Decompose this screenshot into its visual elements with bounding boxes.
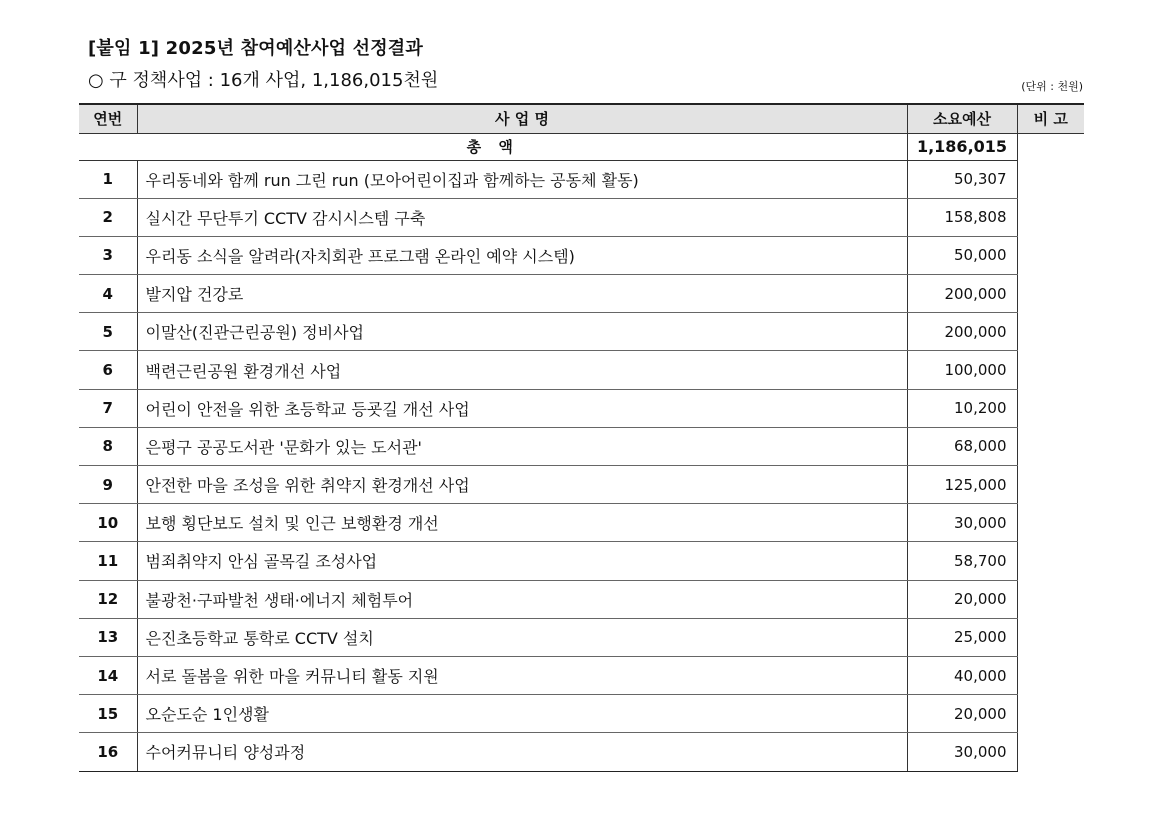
row-number: 1 bbox=[79, 160, 137, 198]
row-budget: 25,000 bbox=[907, 618, 1017, 656]
row-number: 4 bbox=[79, 275, 137, 313]
row-number: 12 bbox=[79, 580, 137, 618]
total-value: 1,186,015 bbox=[907, 133, 1017, 160]
row-number: 16 bbox=[79, 733, 137, 771]
row-budget: 50,000 bbox=[907, 236, 1017, 274]
table-row bbox=[79, 542, 1084, 580]
row-project-name: 은진초등학교 통학로 CCTV 설치 bbox=[137, 618, 907, 656]
total-label: 총 액 bbox=[79, 133, 907, 160]
unit-note: (단위 : 천원) bbox=[1021, 80, 1083, 93]
table-row bbox=[79, 351, 1084, 389]
row-project-name: 실시간 무단투기 CCTV 감시시스템 구축 bbox=[137, 198, 907, 236]
table-row bbox=[79, 198, 1084, 236]
row-budget: 30,000 bbox=[907, 504, 1017, 542]
row-project-name: 오순도순 1인생활 bbox=[137, 695, 907, 733]
table-row bbox=[79, 313, 1084, 351]
row-budget: 40,000 bbox=[907, 656, 1017, 694]
row-budget: 20,000 bbox=[907, 580, 1017, 618]
row-project-name: 은평구 공공도서관 '문화가 있는 도서관' bbox=[137, 427, 907, 465]
row-project-name: 보행 횡단보도 설치 및 인근 보행환경 개선 bbox=[137, 504, 907, 542]
table-header-row bbox=[79, 104, 1084, 133]
table-row bbox=[79, 733, 1084, 771]
document-title: [붙임 1] 2025년 참여예산사업 선정결과 bbox=[88, 38, 423, 59]
row-project-name: 어린이 안전을 위한 초등학교 등굣길 개선 사업 bbox=[137, 389, 907, 427]
row-number: 5 bbox=[79, 313, 137, 351]
row-project-name: 불광천·구파발천 생태·에너지 체험투어 bbox=[137, 580, 907, 618]
row-project-name: 우리동네와 함께 run 그린 run (모아어린이집과 함께하는 공동체 활동) bbox=[137, 160, 907, 198]
header-budget: 소요예산 bbox=[907, 104, 1017, 133]
remark-cell bbox=[1017, 133, 1084, 771]
row-project-name: 우리동 소식을 알려라(자치회관 프로그램 온라인 예약 시스템) bbox=[137, 236, 907, 274]
table-row bbox=[79, 389, 1084, 427]
header-no: 연번 bbox=[79, 104, 137, 133]
row-budget: 58,700 bbox=[907, 542, 1017, 580]
row-number: 15 bbox=[79, 695, 137, 733]
row-number: 7 bbox=[79, 389, 137, 427]
row-budget: 30,000 bbox=[907, 733, 1017, 771]
row-project-name: 이말산(진관근린공원) 정비사업 bbox=[137, 313, 907, 351]
row-number: 8 bbox=[79, 427, 137, 465]
row-budget: 200,000 bbox=[907, 275, 1017, 313]
row-number: 14 bbox=[79, 656, 137, 694]
row-project-name: 수어커뮤니티 양성과정 bbox=[137, 733, 907, 771]
table-row bbox=[79, 466, 1084, 504]
table-row bbox=[79, 160, 1084, 198]
row-budget: 125,000 bbox=[907, 466, 1017, 504]
row-budget: 68,000 bbox=[907, 427, 1017, 465]
document-subtitle: ○ 구 정책사업 : 16개 사업, 1,186,015천원 bbox=[88, 70, 439, 91]
row-project-name: 범죄취약지 안심 골목길 조성사업 bbox=[137, 542, 907, 580]
table-row bbox=[79, 656, 1084, 694]
row-budget: 158,808 bbox=[907, 198, 1017, 236]
budget-table bbox=[79, 103, 1084, 772]
row-project-name: 발지압 건강로 bbox=[137, 275, 907, 313]
table-row bbox=[79, 618, 1084, 656]
row-budget: 200,000 bbox=[907, 313, 1017, 351]
total-row bbox=[79, 133, 1084, 160]
row-number: 10 bbox=[79, 504, 137, 542]
row-project-name: 서로 돌봄을 위한 마을 커뮤니티 활동 지원 bbox=[137, 656, 907, 694]
row-project-name: 백련근린공원 환경개선 사업 bbox=[137, 351, 907, 389]
row-number: 2 bbox=[79, 198, 137, 236]
table-row bbox=[79, 695, 1084, 733]
row-budget: 20,000 bbox=[907, 695, 1017, 733]
row-number: 13 bbox=[79, 618, 137, 656]
row-number: 6 bbox=[79, 351, 137, 389]
row-number: 11 bbox=[79, 542, 137, 580]
table-row bbox=[79, 504, 1084, 542]
header-name: 사 업 명 bbox=[137, 104, 907, 133]
row-budget: 10,200 bbox=[907, 389, 1017, 427]
row-budget: 100,000 bbox=[907, 351, 1017, 389]
row-number: 3 bbox=[79, 236, 137, 274]
header-remark: 비 고 bbox=[1017, 104, 1084, 133]
table-row bbox=[79, 427, 1084, 465]
row-number: 9 bbox=[79, 466, 137, 504]
row-budget: 50,307 bbox=[907, 160, 1017, 198]
table-row bbox=[79, 275, 1084, 313]
row-project-name: 안전한 마을 조성을 위한 취약지 환경개선 사업 bbox=[137, 466, 907, 504]
table-row bbox=[79, 580, 1084, 618]
table-row bbox=[79, 236, 1084, 274]
